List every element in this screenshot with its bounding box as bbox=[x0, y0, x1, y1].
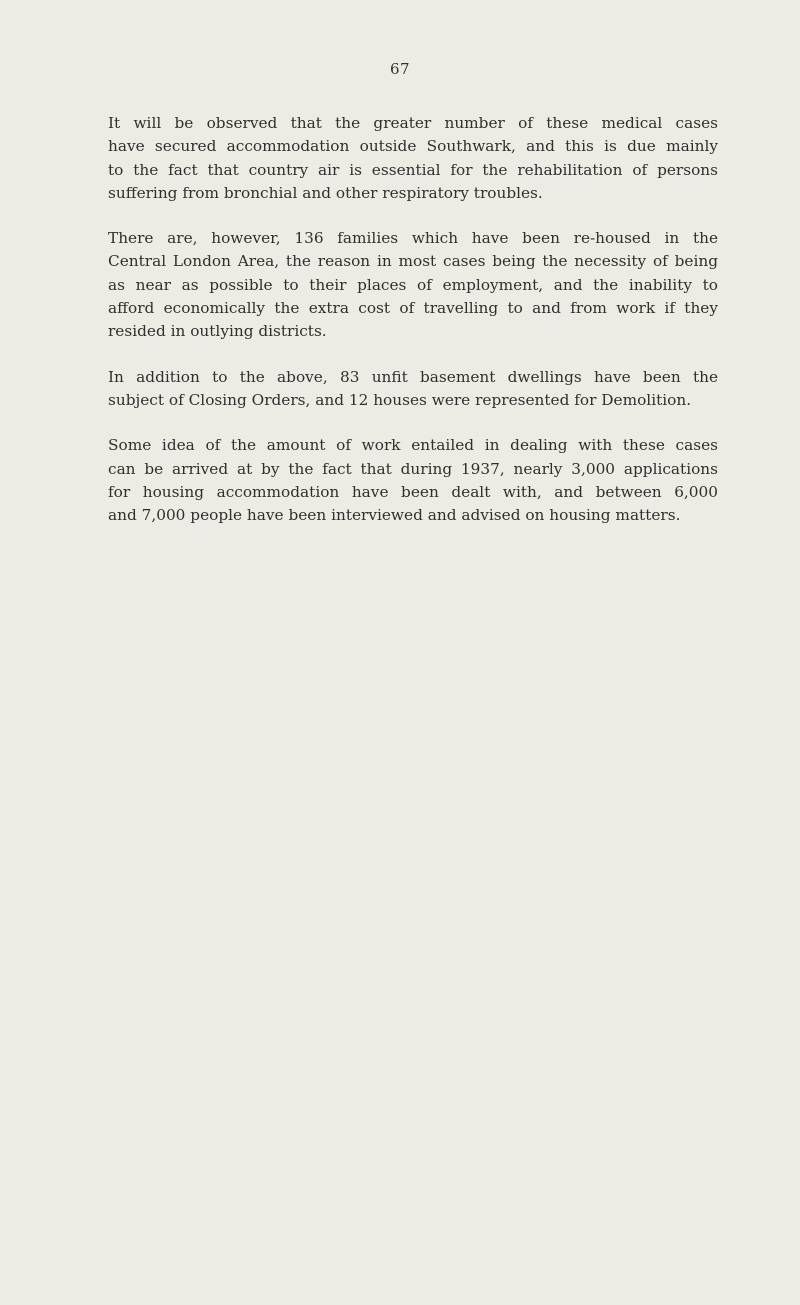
text-line: and 7,000 people have been interviewed and advised on housing matters. bbox=[108, 506, 681, 525]
text-line: Some idea of the amount of work entailed in dealing with these cases bbox=[108, 436, 718, 455]
text-line: to the fact that country air is essential for the rehabilitation of persons bbox=[108, 160, 718, 179]
text-line: subject of Closing Orders, and 12 houses were represented for Demolition. bbox=[108, 390, 692, 409]
text-line: In addition to the above, 83 unfit basement dwellings have been the bbox=[108, 367, 718, 386]
body-text bbox=[108, 112, 718, 549]
text-line: can be arrived at by the fact that during 1937, nearly 3,000 applications bbox=[108, 459, 718, 478]
page-number: 67 bbox=[389, 60, 411, 78]
text-line: have secured accommodation outside Southwark, and this is due mainly bbox=[108, 137, 718, 156]
paragraph-applications bbox=[108, 434, 718, 527]
text-line: for housing accommodation have been dealt with, and between 6,000 bbox=[108, 482, 718, 501]
paragraph-medical-cases bbox=[108, 112, 718, 205]
text-line: suffering from bronchial and other respiratory troubles. bbox=[108, 183, 543, 202]
text-line: as near as possible to their places of employment, and the inability to bbox=[108, 275, 718, 294]
paragraph-closing-orders bbox=[108, 366, 718, 413]
text-line: afford economically the extra cost of travelling to and from work if they bbox=[108, 299, 718, 318]
text-line: It will be observed that the greater number of these medical cases bbox=[108, 114, 718, 132]
text-line: There are, however, 136 families which have been re-housed in the bbox=[108, 229, 718, 248]
paragraph-central-london bbox=[108, 227, 718, 343]
text-line: resided in outlying districts. bbox=[108, 322, 327, 341]
text-line: Central London Area, the reason in most cases being the necessity of being bbox=[108, 252, 718, 271]
